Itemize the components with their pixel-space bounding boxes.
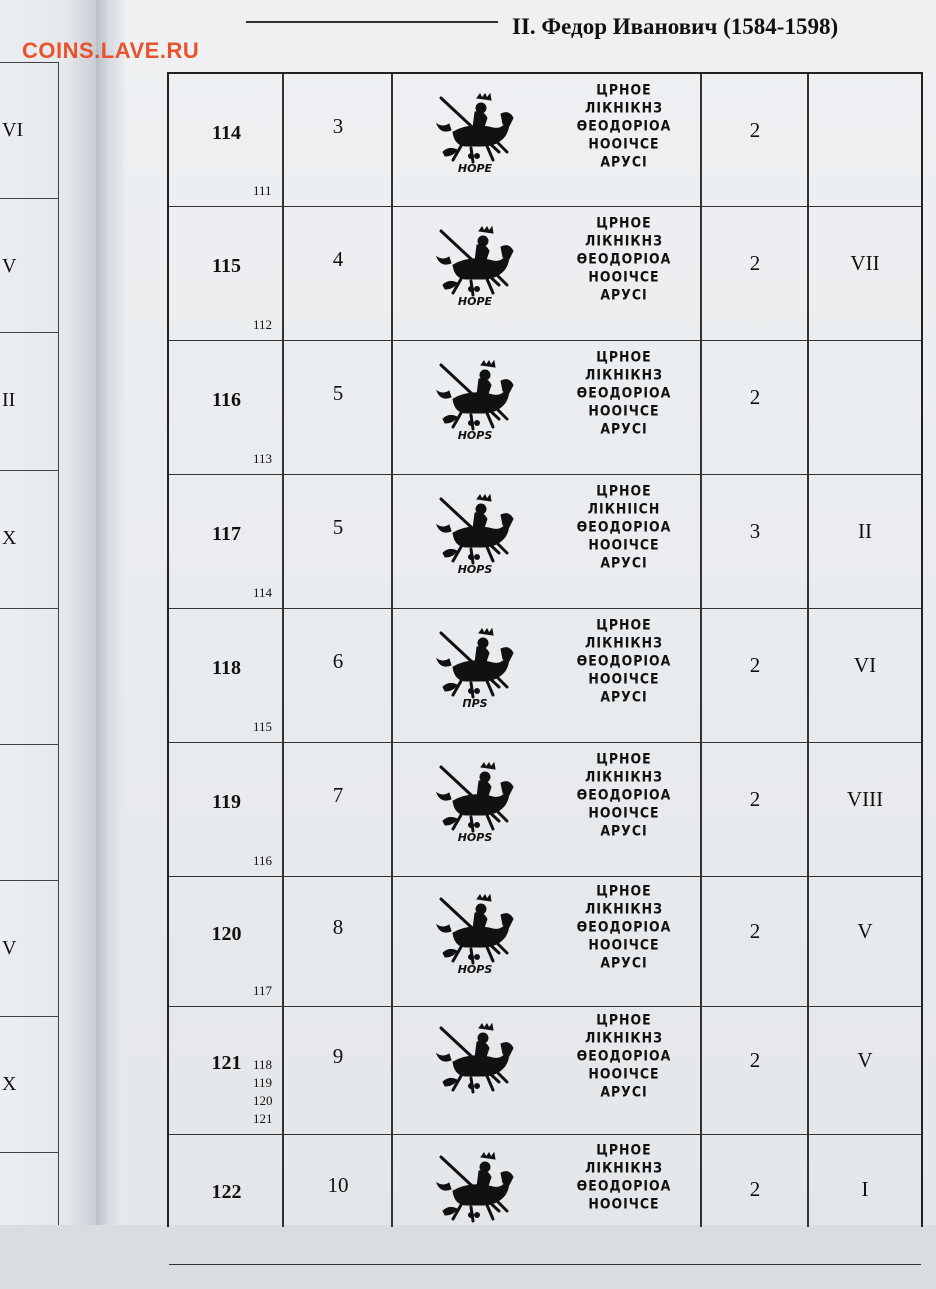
- page-title: II. Федор Иванович (1584-1598): [512, 14, 839, 39]
- left-page-row: [0, 62, 58, 199]
- table-row: [169, 1006, 921, 1135]
- coin-reverse-legend: [564, 750, 684, 840]
- type-number: 3: [332, 114, 344, 138]
- type-number: 6: [332, 649, 344, 673]
- coin-mint-label: НОРЕ: [457, 295, 493, 307]
- left-page-row: [0, 1152, 58, 1289]
- coin-obverse-image: [431, 893, 519, 975]
- type-number: 10: [327, 1173, 349, 1197]
- type-number: 5: [332, 515, 344, 539]
- legend-line: АРУСІ: [600, 285, 648, 303]
- legend-line: ЛІКНІКНЗ: [585, 1159, 663, 1176]
- coin-obverse-image: [431, 359, 519, 441]
- legend-line: АРУСІ: [600, 1082, 648, 1100]
- type-number: 5: [332, 381, 344, 405]
- legend-line: ЦРНОЕ: [596, 81, 652, 98]
- legend-line: НООІЧСЕ: [588, 134, 660, 152]
- variant-roman: V: [857, 1048, 873, 1072]
- left-page-row: [0, 608, 58, 745]
- legend-line: НООІЧСЕ: [588, 401, 660, 419]
- type-number: 8: [332, 915, 344, 939]
- reference-number: 117: [253, 983, 273, 998]
- reference-numbers: [253, 982, 272, 1000]
- left-page-row: [0, 744, 58, 881]
- legend-line: АРУСІ: [600, 553, 648, 571]
- reference-numbers: [253, 1056, 273, 1128]
- legend-line: ѲЕОДОРІОА: [576, 1047, 672, 1064]
- catalog-number: 120: [211, 923, 242, 945]
- catalog-number: 119: [212, 791, 241, 813]
- reference-number: 119: [253, 1075, 273, 1090]
- catalog-number: 121: [211, 1052, 242, 1074]
- coin-obverse-image: [431, 1022, 519, 1104]
- left-page-row: [0, 332, 58, 469]
- reference-number: 111: [253, 183, 272, 198]
- coin-reverse-legend: [564, 1141, 684, 1213]
- catalog-number: 116: [212, 389, 241, 411]
- coin-mint-label: НОРЅ: [457, 429, 493, 441]
- legend-line: ЛІКНІКНЗ: [585, 900, 663, 917]
- book-gutter: [96, 0, 124, 1225]
- left-page-cell: X: [2, 527, 17, 549]
- legend-line: АРУСІ: [600, 821, 648, 839]
- legend-line: ЦРНОЕ: [596, 1011, 652, 1028]
- left-page-cell: X: [2, 1073, 17, 1095]
- type-number: 4: [332, 247, 344, 271]
- left-page-row: [0, 880, 58, 1017]
- reference-numbers: [253, 584, 272, 602]
- legend-line: НООІЧСЕ: [588, 803, 660, 821]
- legend-line: ѲЕОДОРІОА: [576, 117, 672, 134]
- coin-obverse-image: [431, 761, 519, 843]
- variant-roman: V: [857, 919, 873, 943]
- legend-line: АРУСІ: [600, 152, 648, 170]
- legend-line: АРУСІ: [600, 953, 648, 971]
- table-row: [169, 608, 921, 743]
- left-page-row: [0, 198, 58, 335]
- rarity-value: 2: [749, 1177, 761, 1201]
- table-row: [169, 876, 921, 1007]
- table-row: [169, 1134, 921, 1265]
- coin-reverse-legend: [564, 214, 684, 304]
- rarity-value: 2: [749, 1048, 761, 1072]
- legend-line: ѲЕОДОРІОА: [576, 918, 672, 935]
- reference-number: 114: [253, 585, 273, 600]
- legend-line: АРУСІ: [600, 419, 648, 437]
- variant-roman: VI: [853, 653, 877, 677]
- left-facing-page: [0, 0, 96, 1225]
- catalog-number: 118: [212, 657, 241, 679]
- legend-line: ЦРНОЕ: [596, 616, 652, 633]
- coin-mint-label: ПРЅ: [462, 697, 488, 709]
- rarity-value: 2: [749, 919, 761, 943]
- coin-reverse-legend: [564, 81, 684, 171]
- reference-number: 120: [253, 1093, 273, 1108]
- rarity-value: 2: [749, 787, 761, 811]
- type-number: 7: [332, 783, 344, 807]
- reference-number: 115: [253, 719, 273, 734]
- legend-line: АРУСІ: [600, 687, 648, 705]
- legend-line: ЛІКНІКНЗ: [585, 99, 663, 116]
- left-page-row: [0, 470, 58, 607]
- table-row: [169, 742, 921, 877]
- rarity-value: 2: [749, 385, 761, 409]
- reference-number: 113: [253, 451, 273, 466]
- legend-line: ЦРНОЕ: [596, 348, 652, 365]
- coin-reverse-legend: [564, 1011, 684, 1101]
- reference-number: 118: [253, 1057, 273, 1072]
- left-page-cell: VI: [2, 119, 24, 141]
- legend-line: НООІЧСЕ: [588, 1194, 660, 1212]
- legend-line: ѲЕОДОРІОА: [576, 384, 672, 401]
- coin-mint-label: НОРЅ: [457, 831, 493, 843]
- legend-line: НООІЧСЕ: [588, 535, 660, 553]
- rarity-value: 2: [749, 118, 761, 142]
- coin-obverse-image: [431, 627, 519, 709]
- legend-line: ѲЕОДОРІОА: [576, 250, 672, 267]
- reference-numbers: [253, 182, 272, 200]
- left-page-cell: V: [2, 937, 17, 959]
- coin-mint-label: НОРЅ: [457, 563, 493, 575]
- table-row: [169, 206, 921, 341]
- coin-reverse-legend: [564, 482, 684, 572]
- variant-roman: VIII: [846, 787, 884, 811]
- legend-line: ѲЕОДОРІОА: [576, 518, 672, 535]
- legend-line: ЛІКНІКНЗ: [585, 768, 663, 785]
- legend-line: ЛІКНІКНЗ: [585, 634, 663, 651]
- left-page-table: [0, 62, 59, 1225]
- catalog-number: 114: [212, 122, 241, 144]
- coin-obverse-image: [431, 493, 519, 575]
- legend-line: ЛІКНІКНЗ: [585, 232, 663, 249]
- coin-reverse-legend: [564, 882, 684, 972]
- type-number: 9: [332, 1044, 344, 1068]
- rarity-value: 3: [749, 519, 761, 543]
- legend-line: ѲЕОДОРІОА: [576, 652, 672, 669]
- coin-obverse-image: [431, 225, 519, 307]
- reference-number: 116: [253, 853, 273, 868]
- legend-line: НООІЧСЕ: [588, 267, 660, 285]
- coin-mint-label: НОРЕ: [457, 162, 493, 174]
- variant-roman: VII: [850, 251, 880, 275]
- legend-line: ЛІКНІІСН: [587, 500, 661, 517]
- legend-line: НООІЧСЕ: [588, 1064, 660, 1082]
- variant-roman: I: [861, 1177, 869, 1201]
- reference-numbers: [253, 450, 272, 468]
- legend-line: ЦРНОЕ: [596, 750, 652, 767]
- watermark: COINS.LAVE.RU: [22, 38, 200, 63]
- left-page-cell: V: [2, 255, 17, 277]
- left-page-row: [0, 1016, 58, 1153]
- catalog-number: 122: [211, 1181, 242, 1203]
- legend-line: НООІЧСЕ: [588, 669, 660, 687]
- legend-line: ЦРНОЕ: [596, 1141, 652, 1158]
- coin-reverse-legend: [564, 348, 684, 438]
- left-page-cell: II: [2, 389, 16, 411]
- legend-line: ЦРНОЕ: [596, 882, 652, 899]
- coin-obverse-image: [431, 92, 519, 174]
- legend-line: ЛІКНІКНЗ: [585, 366, 663, 383]
- table-row: [169, 474, 921, 609]
- reference-number: 112: [253, 317, 273, 332]
- reference-numbers: [253, 718, 272, 736]
- rarity-value: 2: [749, 251, 761, 275]
- variant-roman: II: [858, 519, 872, 543]
- legend-line: ѲЕОДОРІОА: [576, 1177, 672, 1194]
- legend-line: ѲЕОДОРІОА: [576, 786, 672, 803]
- legend-line: ЦРНОЕ: [596, 482, 652, 499]
- coin-reverse-legend: [564, 616, 684, 706]
- table-row: [169, 340, 921, 475]
- legend-line: ЛІКНІКНЗ: [585, 1029, 663, 1046]
- catalog-table: [167, 72, 923, 1227]
- rarity-value: 2: [749, 653, 761, 677]
- header-rule: [246, 21, 498, 23]
- legend-line: НООІЧСЕ: [588, 935, 660, 953]
- coin-obverse-image: [431, 1151, 519, 1233]
- reference-numbers: [253, 316, 272, 334]
- reference-number: 121: [253, 1111, 273, 1126]
- legend-line: ЦРНОЕ: [596, 214, 652, 231]
- table-row: [169, 74, 921, 207]
- coin-mint-label: НОРЅ: [457, 963, 493, 975]
- catalog-number: 115: [212, 255, 241, 277]
- reference-numbers: [253, 852, 272, 870]
- catalog-number: 117: [212, 523, 241, 545]
